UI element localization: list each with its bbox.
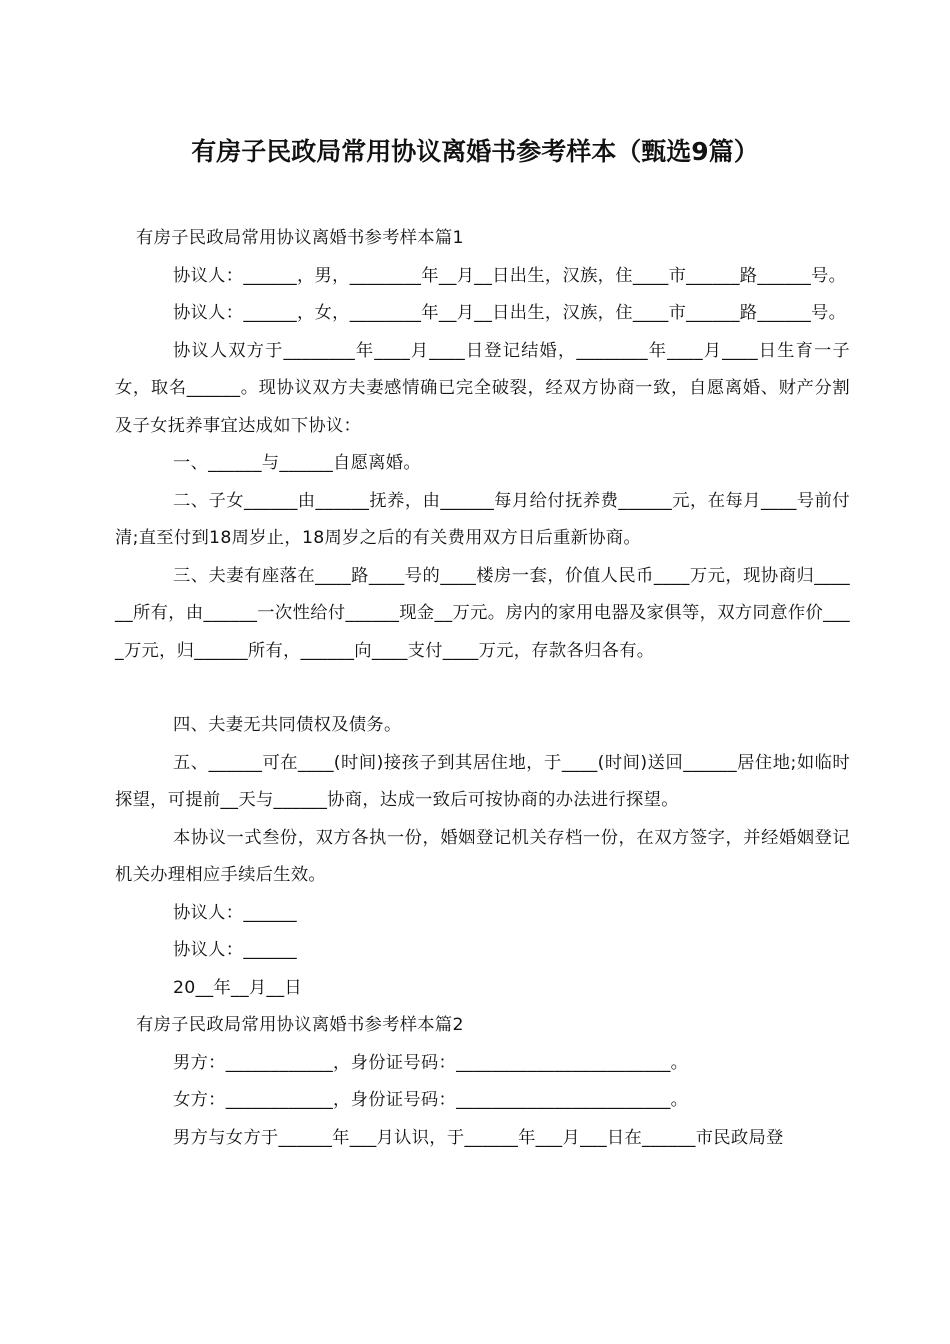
document-body [115,220,850,1157]
clause-4-paragraph: 四、夫妻无共同债权及债务。 [173,715,402,735]
female-party-line: 女方：____________，身份证号码：________________________。 [173,1090,689,1110]
effect-clause-paragraph: 本协议一式叁份，双方各执一份，婚姻登记机关存档一份，在双方签字，并经婚姻登记机关办理相应手续后生效。 [115,827,850,885]
signature-line-1: 协议人：______ [173,902,297,923]
party-1-paragraph: 协议人：______，男，________年__月__日出生，汉族，住____市______路______号。 [173,265,847,286]
marriage-info-paragraph: 协议人双方于________年____月____日登记结婚，________年____月____日生育一子女，取名______。现协议双方夫妻感情确已完全破裂，经双方协商一致，自愿离婚、财产分割及子女抚养事宜达成如下协议： [115,340,850,436]
party-2-paragraph: 协议人：______，女，________年__月__日出生，汉族，住____市______路______号。 [173,303,847,323]
section-heading-2: 有房子民政局常用协议离婚书参考样本篇2 [136,1015,464,1035]
male-party-line: 男方：____________，身份证号码：________________________。 [173,1052,689,1073]
clause-2-paragraph: 二、子女______由______抚养，由______每月给付抚养费______元，在每月____号前付清;直至付到18周岁止，18周岁之后的有关费用双方日后重新协商。 [115,490,850,548]
date-line: 20__年__月__日 [173,977,302,998]
clause-3-paragraph: 三、夫妻有座落在____路____号的____楼房一套，价值人民币____万元，现协商归______所有，由______一次性给付______现金__万元。房内的家用电器及家俱等，双方同意作价____万元，归______所有，______向____支付____万元，存款各归各有。 [115,565,850,661]
acquaintance-line: 男方与女方于______年___月认识，于______年___月___日在______市民政局登 [173,1127,784,1148]
clause-5-paragraph: 五、______可在____(时间)接孩子到其居住地，于____(时间)送回______居住地;如临时探望，可提前__天与______协商，达成一致后可按协商的办法进行探望。 [115,752,850,810]
signature-line-2: 协议人：______ [173,940,297,960]
document-title: 有房子民政局常用协议离婚书参考样本（甄选9篇） [191,137,759,166]
section-heading-1: 有房子民政局常用协议离婚书参考样本篇1 [136,228,464,248]
clause-1-paragraph: 一、______与______自愿离婚。 [173,453,421,473]
